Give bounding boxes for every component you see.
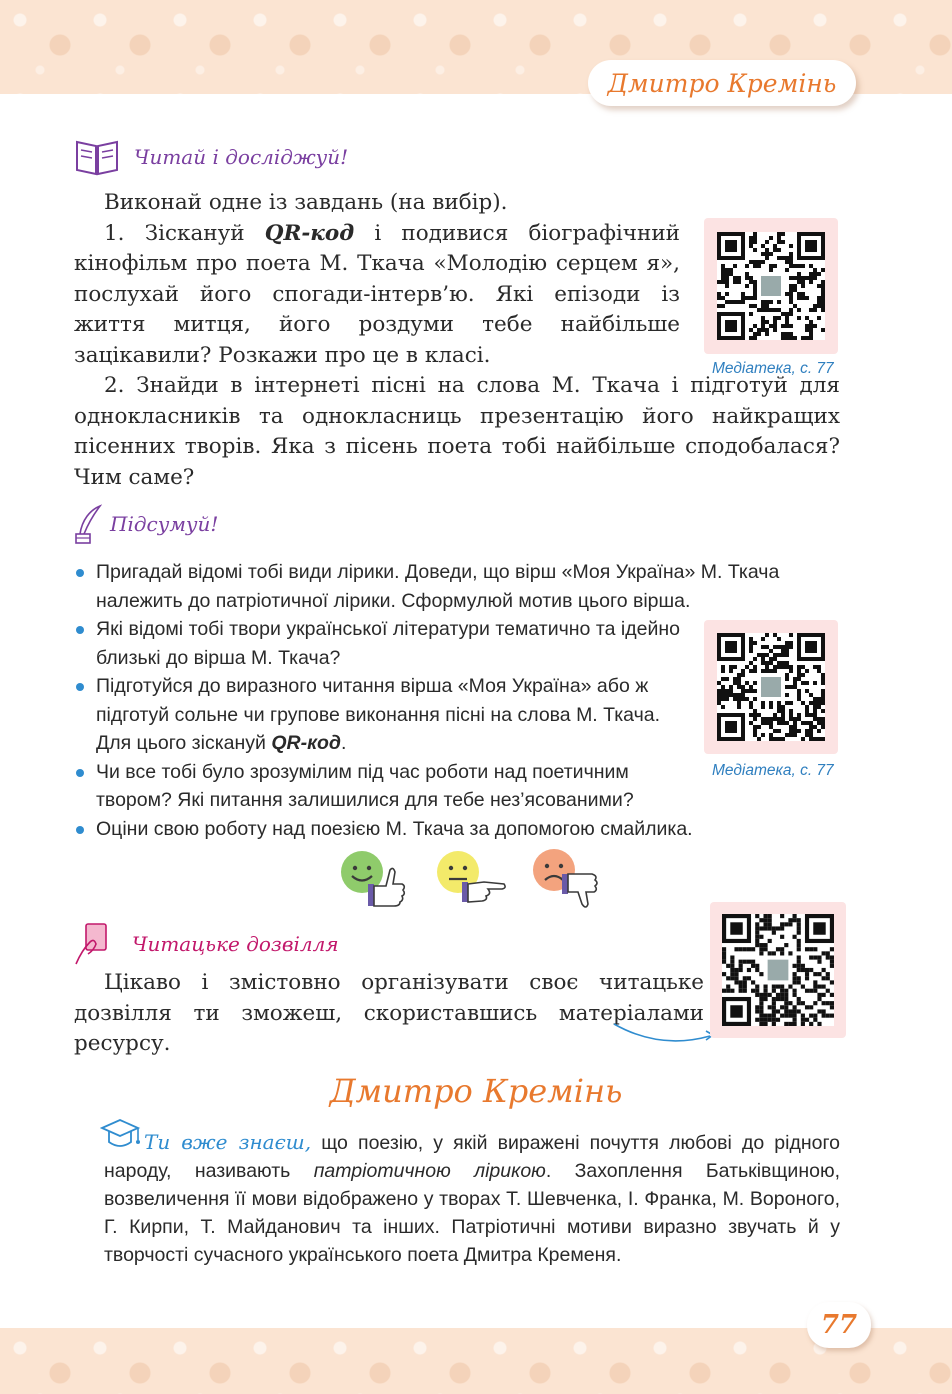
bio-heading: Дмитро Кремінь — [329, 1072, 623, 1110]
qr-caption-2: Медіатека, с. 77 — [712, 762, 834, 779]
qr-code-icon — [717, 232, 825, 340]
list-item: Які відомі тобі твори української літератури тематично та ідейно близькі до вірша М. Ткача? — [74, 615, 680, 672]
page-number — [807, 1302, 871, 1348]
smiley-sad-thumbs-down[interactable] — [532, 848, 598, 908]
bio-intro-paragraph: Ти вже знаєш, що поезію, у якій виражені почуття любові до рідного народу, називають патріотичною лірикою. Захоплення Батьківщиною, возвеличення її мови відображено у творах Т. Шевченка, І. Франка, М. Вороного, Г. Кирпи, Т. Майданович та інших. Патріотичні мотиви виразно звучать й у творчості сучасного українського поета Дмитра Кременя. — [104, 1130, 840, 1266]
list-item: Оціни свою роботу над поезією М. Ткача за допомогою смайлика. — [74, 815, 796, 844]
read-task-1: 1. Зіскануй QR-код і подивися біографічний кінофільм про поета М. Ткача «Молодію серцем я», послухай його спогади-інтерв’ю. Які епізоди із життя митця, його роздуми тебе найбільше зацікавили? Розкажи про це в класі. — [74, 220, 680, 368]
read-task-2: 2. Знайди в інтернеті пісні на слова М. Ткача і підготуй для однокласників та однокласниць презентацію його найкращих пісенних творів. Яка з пісень поета тобі найбільше сподобалася? Чим саме? — [74, 373, 840, 490]
quill-icon — [74, 504, 102, 544]
self-assessment-smileys — [340, 848, 598, 908]
leisure-section-title: Читацьке дозвілля — [132, 932, 339, 956]
arrow-icon — [610, 1016, 720, 1050]
summary-section-heading — [74, 504, 218, 544]
list-item: Чи все тобі було зрозумілим під час роботи над поетичним твором? Які питання залишилися для тебе нез’ясованими? — [74, 758, 686, 815]
smiley-happy-thumbs-up[interactable] — [340, 848, 406, 908]
bullet-dot — [76, 826, 84, 834]
qr-code-3[interactable] — [710, 902, 846, 1038]
qr-caption-1: Медіатека, с. 77 — [712, 360, 834, 377]
list-item: Пригадай відомі тобі види лірики. Доведи, що вірш «Моя Україна» М. Ткача належить до патріотичної лірики. Сформулюй мотив цього вірша. — [74, 558, 840, 615]
running-header-author: Дмитро Кремінь — [607, 68, 837, 98]
book-icon — [74, 138, 122, 176]
bullet-dot — [76, 569, 84, 577]
read-section-heading — [74, 138, 348, 176]
read-intro: Виконай одне із завдань (на вибір). — [104, 190, 508, 215]
leisure-text: Цікаво і змістовно організувати своє читацьке дозвілля ти зможеш, скориставшись матеріалами ресурсу. — [74, 970, 704, 1056]
page-number-value: 77 — [820, 1310, 858, 1340]
bullet-dot — [76, 769, 84, 777]
decorative-bottom-band — [0, 1328, 952, 1394]
read-task-2-block — [74, 371, 840, 493]
qr-code-icon — [717, 633, 825, 741]
summary-bullet-list — [74, 558, 780, 843]
qr-code-2[interactable] — [704, 620, 838, 754]
bullet-dot — [76, 626, 84, 634]
running-header — [588, 60, 856, 106]
tablet-icon — [72, 920, 112, 968]
leisure-section-heading — [72, 920, 339, 968]
qr-code-1[interactable] — [704, 218, 838, 354]
bullet-dot — [76, 683, 84, 691]
smiley-neutral-pointing[interactable] — [436, 848, 502, 908]
read-section-title: Читай і досліджуй! — [134, 145, 349, 169]
list-item: Підготуйся до виразного читання вірша «Моя Україна» або ж підготуй сольне чи групове виконання пісні на слова М. Ткача. Для цього зіскануй QR-код. — [74, 672, 686, 758]
summary-section-title: Підсумуй! — [110, 512, 219, 536]
qr-code-icon — [722, 914, 834, 1026]
read-section-text — [74, 188, 680, 371]
